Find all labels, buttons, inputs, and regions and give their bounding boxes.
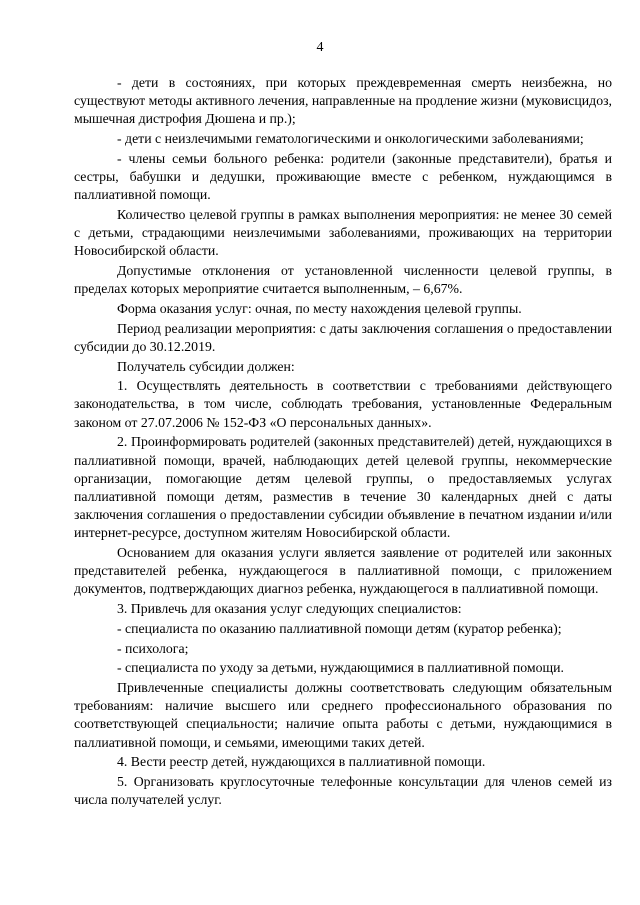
paragraph-implementation-period: Период реализации мероприятия: с даты заключения соглашения о предоставлении субсидии до 30.12.2019. bbox=[74, 320, 612, 354]
paragraph-obligation-3: 3. Привлечь для оказания услуг следующих специалистов: bbox=[117, 601, 462, 617]
paragraph-specialist-requirements: Привлеченные специалисты должны соответствовать следующим обязательным требованиям: наличие высшего или среднего профессионального образования по соответствующей специальности; наличие опыта работы с детьми, нуждающимися в паллиативной помощи, и семьями, имеющими таких детей. bbox=[74, 680, 612, 750]
paragraph-obligation-4: 4. Вести реестр детей, нуждающихся в паллиативной помощи. bbox=[117, 754, 486, 770]
page-number: 4 bbox=[316, 40, 324, 55]
paragraph-service-basis: Основанием для оказания услуги является заявление от родителей или законных представителей ребенка, нуждающегося в паллиативной помощи, с приложением документов, подтверждающих диагноз ребенка, нуждающегося в паллиативной помощи. bbox=[74, 545, 612, 597]
paragraph-list-item-terminal-conditions: - дети в состояниях, при которых преждевременная смерть неизбежна, но существуют методы активного лечения, направленные на продление жизни (муковисцидоз, мышечная дистрофия Дюшена и пр.); bbox=[74, 75, 612, 127]
paragraph-allowed-deviation: Допустимые отклонения от установленной численности целевой группы, в пределах которых мероприятие считается выполненным, – 6,67%. bbox=[74, 263, 612, 297]
paragraph-list-item-hematology-oncology: - дети с неизлечимыми гематологическими и онкологическими заболеваниями; bbox=[117, 131, 584, 147]
paragraph-list-item-family-members: - члены семьи больного ребенка: родители (законные представители), братья и сестры, бабушки и дедушки, проживающие вместе с ребенком, нуждающимся в паллиативной помощи. bbox=[74, 150, 612, 203]
paragraph-specialist-psychologist: - психолога; bbox=[117, 640, 189, 656]
paragraph-service-form: Форма оказания услуг: очная, по месту нахождения целевой группы. bbox=[117, 300, 522, 316]
paragraph-specialist-curator: - специалиста по оказанию паллиативной помощи детям (куратор ребенка); bbox=[117, 620, 562, 636]
paragraph-target-group-size: Количество целевой группы в рамках выполнения мероприятия: не менее 30 семей с детьми, страдающими неизлечимыми заболеваниями, проживающих на территории Новосибирской области. bbox=[74, 206, 612, 259]
paragraph-obligation-5: 5. Организовать круглосуточные телефонные консультации для членов семей из числа получателей услуг. bbox=[74, 774, 612, 808]
document-body bbox=[74, 74, 612, 811]
paragraph-specialist-care: - специалиста по уходу за детьми, нуждающимися в паллиативной помощи. bbox=[117, 660, 565, 676]
paragraph-obligation-1: 1. Осуществлять деятельность в соответствии с требованиями действующего законодательства, в том числе, соблюдать требования, установленные Федеральным законом от 27.07.2006 № 152-ФЗ «О персональных данных». bbox=[74, 378, 612, 430]
paragraph-obligation-2: 2. Проинформировать родителей (законных представителей) детей, нуждающихся в паллиативной помощи, врачей, наблюдающих детей целевой группы, некоммерческие организации, помогающие детям целевой группы, о предоставляемых услугах паллиативной помощи детям, разместив в течение 30 календарных дней с даты заключения соглашения о предоставлении субсидии объявление в печатном издании и/или интернет-ресурсе, доступном жителям Новосибирской области. bbox=[74, 434, 612, 541]
paragraph-recipient-obligations-heading: Получатель субсидии должен: bbox=[117, 358, 295, 374]
